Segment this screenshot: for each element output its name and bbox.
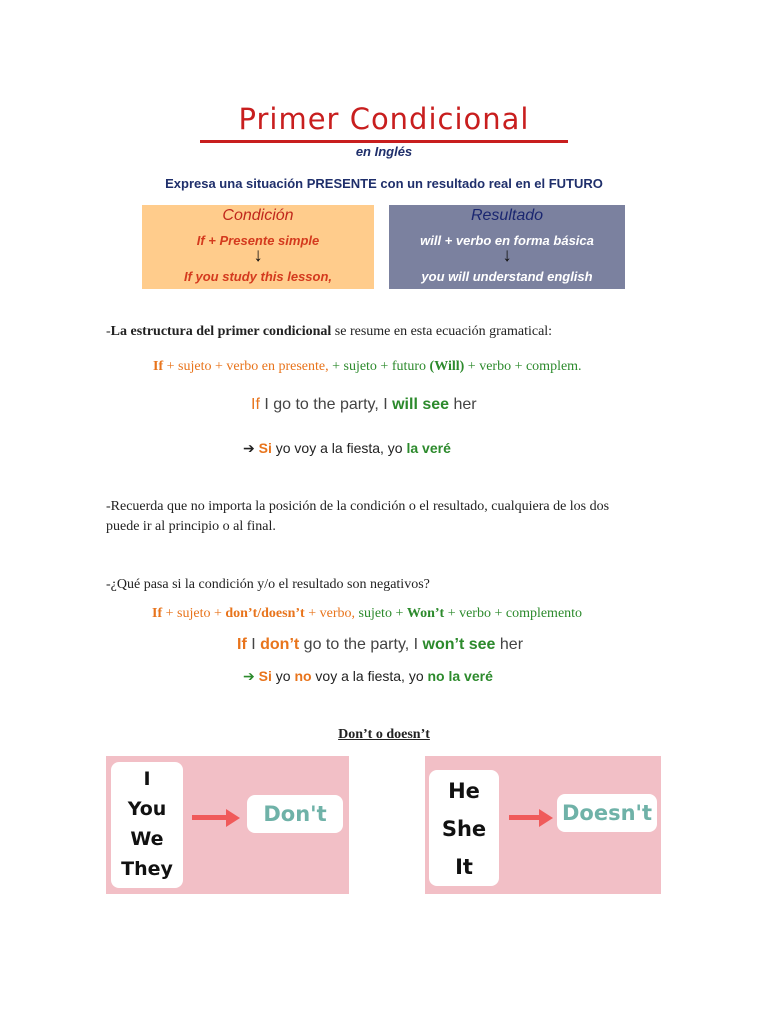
primer-condicional-banner [128, 92, 640, 298]
structure-rest: se resume en esta ecuación gramatical: [331, 324, 553, 339]
note-line-2: puede ir al principio o al final. [106, 519, 276, 534]
pronoun-they: They [121, 858, 173, 880]
example2-dont: don’t [260, 636, 300, 653]
example1-if: If [251, 396, 260, 413]
translation-positive [243, 440, 451, 457]
translation-negative [243, 668, 493, 685]
structure-dash: - [106, 324, 111, 339]
formula1-part2: + sujeto + futuro [332, 359, 430, 374]
doesnt-label: Doesn't [557, 794, 657, 832]
pronoun-list-dont [111, 762, 183, 888]
dont-label: Don't [247, 795, 343, 833]
example1-mid: I go to the party, I [259, 396, 393, 413]
example2-end: her [495, 636, 524, 653]
condition-example: If you study this lesson, [183, 269, 333, 284]
formula2-part3: sujeto + [358, 606, 407, 621]
translation2-mid: voy a la fiesta, yo [311, 668, 428, 684]
example2-mid: go to the party, I [299, 636, 423, 653]
translation1-mid: yo voy a la fiesta, yo [271, 440, 407, 456]
example2-i: I [246, 636, 261, 653]
formula2-part4: + verbo + complemento [444, 606, 583, 621]
note-line-1: -Recuerda que no importa la posición de la condición o el resultado, cualquiera de los dos [106, 499, 610, 514]
down-arrow-icon: ↓ [502, 245, 512, 266]
result-example: you will understand english [421, 269, 593, 284]
pronoun-she: She [441, 817, 487, 841]
banner-title: Primer Condicional [238, 102, 530, 136]
pronoun-i: I [143, 768, 151, 790]
formula2-if: If [152, 606, 163, 621]
example2-wont: won’t see [422, 636, 496, 653]
translation2-no: no [294, 668, 312, 684]
pronoun-you: You [127, 798, 167, 820]
condition-rule: If + Presente simple [196, 233, 320, 248]
formula-positive [153, 359, 582, 375]
translation1-si: Si [258, 440, 272, 456]
banner-description: Expresa una situación PRESENTE con un resultado real en el FUTURO [165, 176, 603, 191]
pronoun-list-doesnt [429, 770, 499, 886]
example1-will: will see [392, 396, 450, 413]
formula2-wont: Won’t [406, 606, 445, 621]
right-arrow-icon: ➔ [243, 668, 255, 684]
formula2-part2: + verbo, [304, 606, 359, 621]
formula-negative [152, 606, 582, 622]
pronoun-it: It [455, 855, 473, 879]
dont-graphic [106, 756, 349, 894]
formula1-part1: + sujeto + verbo en presente, [163, 359, 333, 374]
example-positive [251, 396, 477, 414]
condition-box [142, 205, 374, 289]
arrow-shaft [192, 815, 228, 820]
condition-heading: Condición [222, 207, 294, 224]
section-heading: Don’t o doesn’t [338, 727, 430, 742]
result-heading: Resultado [470, 207, 544, 224]
banner-title-underline [200, 140, 568, 143]
formula1-if: If [153, 359, 164, 374]
example-negative [237, 636, 523, 654]
translation1-end: la veré [406, 440, 451, 456]
down-arrow-icon: ↓ [253, 245, 263, 266]
formula1-will: (Will) [429, 359, 465, 374]
arrow-shaft [509, 815, 541, 820]
right-arrow-icon [539, 809, 553, 827]
banner-subtitle: en Inglés [355, 144, 413, 159]
pronoun-we: We [130, 828, 164, 850]
result-box [389, 205, 625, 289]
translation2-yo: yo [271, 668, 295, 684]
structure-paragraph [106, 324, 552, 340]
example2-if: If [237, 636, 247, 653]
pronoun-he: He [448, 779, 480, 803]
right-arrow-icon [226, 809, 240, 827]
right-arrow-icon: ➔ [243, 440, 255, 456]
formula1-part3: + verbo + complem. [464, 359, 582, 374]
formula2-dont: don’t/doesn’t [225, 606, 305, 621]
result-rule: will + verbo en forma básica [420, 233, 594, 248]
structure-bold: La estructura del primer condicional [110, 324, 332, 339]
example1-end: her [449, 396, 477, 413]
translation2-si: Si [258, 668, 272, 684]
translation2-end: no la veré [427, 668, 493, 684]
negative-question: -¿Qué pasa si la condición y/o el resultado son negativos? [106, 577, 430, 592]
formula2-part1: + sujeto + [162, 606, 226, 621]
doesnt-graphic [425, 756, 661, 894]
